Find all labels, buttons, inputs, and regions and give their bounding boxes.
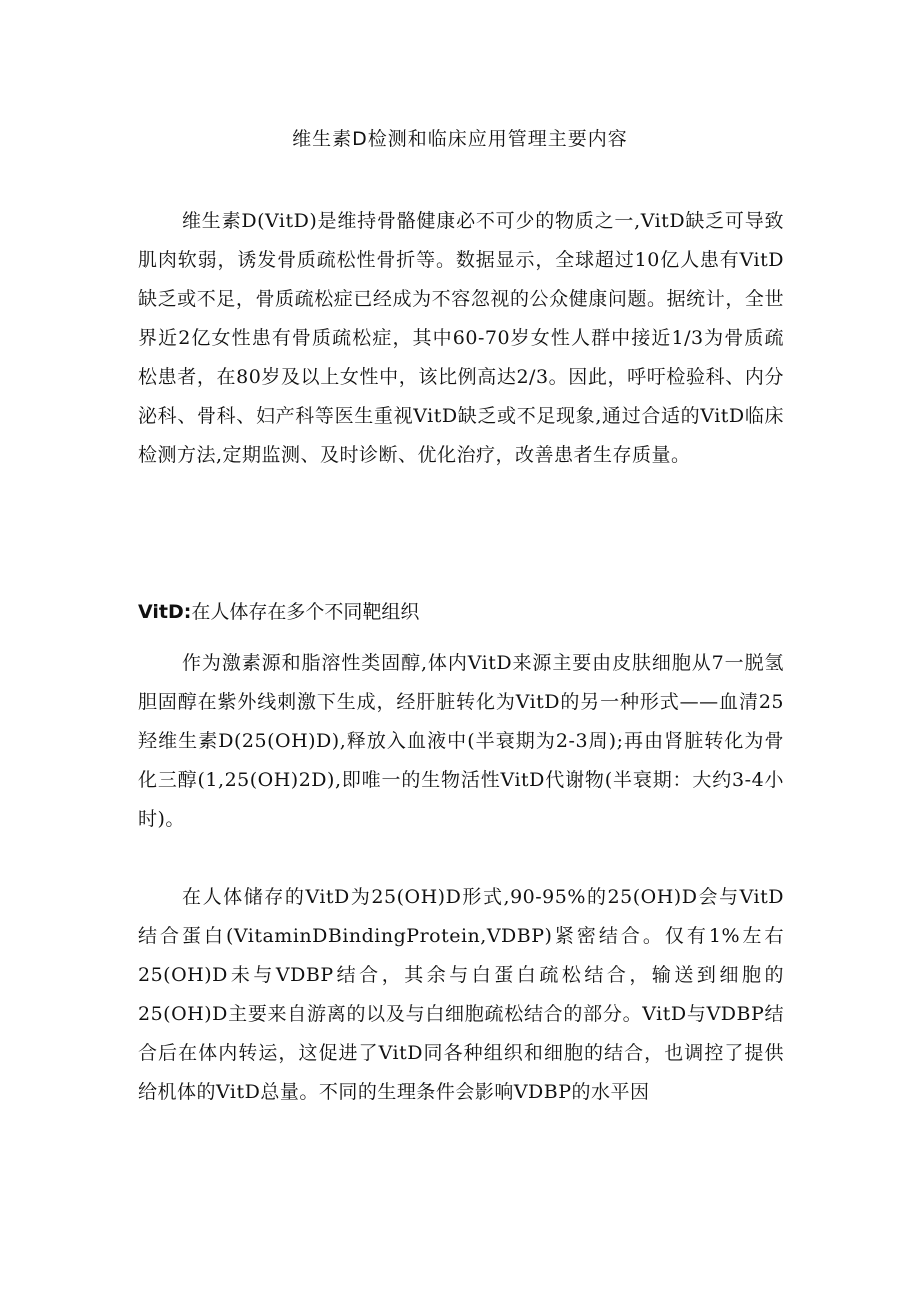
intro-paragraph: 维生素D(VitD)是维持骨骼健康必不可少的物质之一,VitD缺乏可导致肌肉软弱，诱发骨质疏松性骨折等。数据显示，全球超过10亿人患有VitD缺乏或不足，骨质疏松症已经成为不容忽视的公众健康问题。据统计，全世界近2亿女性患有骨质疏松症，其中60-70岁女性人群中接近1/3为骨质疏松患者，在80岁及以上女性中，该比例高达2/3。因此，呼吁检验科、内分泌科、骨科、妇产科等医生重视VitD缺乏或不足现象,通过合适的VitD临床检测方法,定期监测、及时诊断、优化治疗，改善患者生存质量。 bbox=[138, 210, 784, 466]
body-paragraph: 作为激素源和脂溶性类固醇,体内VitD来源主要由皮肤细胞从7一脱氢胆固醇在紫外线刺激下生成，经肝脏转化为VitD的另一种形式——血清25羟维生素D(25(OH)D),释放入血液中(半衰期为2-3周);再由肾脏转化为骨化三醇(1,25(OH)2D),即唯一的生物活性VitD代谢物(半衰期：大约3-4小时)。 bbox=[138, 652, 784, 830]
section-heading bbox=[138, 597, 784, 627]
document-title: 维生素D检测和临床应用管理主要内容 bbox=[292, 128, 628, 150]
section-heading-text: 在人体存在多个不同靶组织 bbox=[191, 601, 420, 623]
body-paragraph: 在人体储存的VitD为25(OH)D形式,90-95%的25(OH)D会与VitD结合蛋白(VitaminDBindingProtein,VDBP)紧密结合。仅有1%左右25(OH)D未与VDBP结合，其余与白蛋白疏松结合，输送到细胞的25(OH)D主要来自游离的以及与白细胞疏松结合的部分。VitD与VDBP结合后在体内转运，这促进了VitD同各种组织和细胞的结合，也调控了提供给机体的VitD总量。不同的生理条件会影响VDBP的水平因 bbox=[138, 886, 784, 1103]
section-heading-bold: VitD: bbox=[138, 601, 192, 623]
